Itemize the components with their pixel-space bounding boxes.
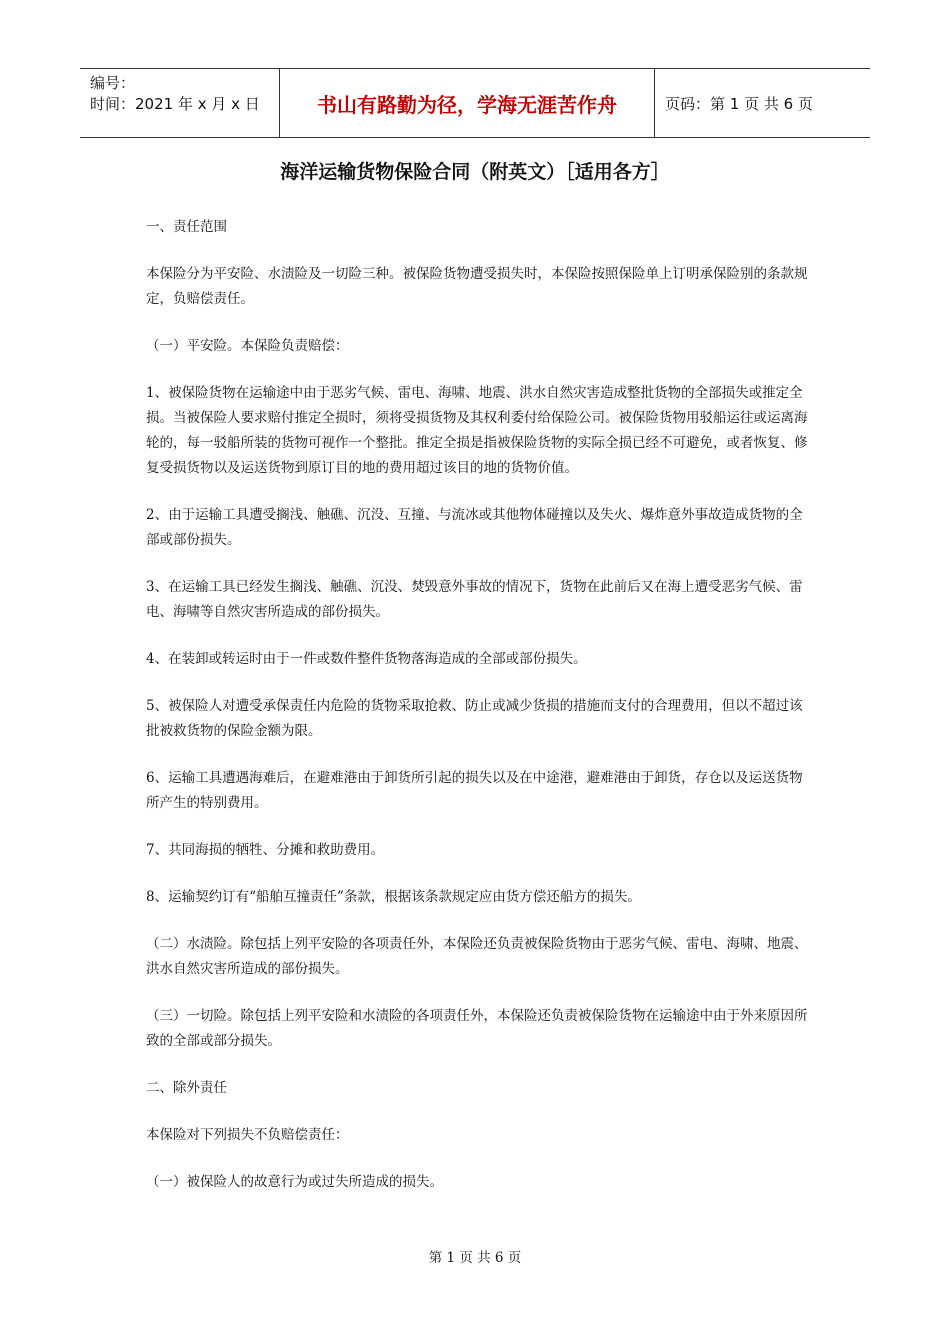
paragraph: （一）平安险。本保险负责赔偿： — [146, 338, 349, 354]
page-header — [80, 68, 870, 138]
paragraph: （一）被保险人的故意行为或过失所造成的损失。 — [146, 1174, 443, 1190]
paragraph: 本保险分为平安险、水渍险及一切险三种。被保险货物遭受损失时，本保险按照保险单上订明承保险别的条款规定，负赔偿责任。 — [146, 266, 808, 307]
page-footer: 第 1 页 共 6 页 — [428, 1250, 522, 1266]
paragraph: 8、运输契约订有“船舶互撞责任”条款，根据该条款规定应由货方偿还船方的损失。 — [146, 889, 641, 905]
header-page-label: 页码：第 1 页 共 6 页 — [665, 94, 813, 113]
header-motto: 书山有路勤为径，学海无涯苦作舟 — [280, 69, 655, 137]
header-meta — [80, 69, 280, 137]
paragraph: 5、被保险人对遭受承保责任内危险的货物采取抢救、防止或减少货损的措施而支付的合理费用，但以不超过该批被救货物的保险金额为限。 — [146, 698, 803, 739]
number-label: 编号： — [90, 74, 136, 92]
paragraph: 2、由于运输工具遭受搁浅、触礁、沉没、互撞、与流冰或其他物体碰撞以及失火、爆炸意外事故造成货物的全部或部份损失。 — [146, 507, 803, 548]
paragraph: 7、共同海损的牺牲、分摊和救助费用。 — [146, 842, 385, 858]
paragraph: （三）一切险。除包括上列平安险和水渍险的各项责任外，本保险还负责被保险货物在运输途中由于外来原因所致的全部或部分损失。 — [146, 1008, 808, 1049]
paragraph: 3、在运输工具已经发生搁浅、触礁、沉没、焚毁意外事故的情况下，货物在此前后又在海上遭受恶劣气候、雷电、海啸等自然灾害所造成的部份损失。 — [146, 579, 803, 620]
paragraph: 6、运输工具遭遇海难后，在避难港由于卸货所引起的损失以及在中途港，避难港由于卸货，存仓以及运送货物所产生的特别费用。 — [146, 770, 803, 811]
document-title: 海洋运输货物保险合同（附英文）［适用各方］ — [280, 161, 670, 183]
paragraph: 本保险对下列损失不负赔偿责任： — [146, 1127, 349, 1143]
paragraph: 4、在装卸或转运时由于一件或数件整件货物落海造成的全部或部份损失。 — [146, 651, 587, 667]
paragraph: 二、除外责任 — [146, 1080, 227, 1096]
time-label: 时间：2021 年 x 月 x 日 — [90, 95, 260, 113]
paragraph: 1、被保险货物在运输途中由于恶劣气候、雷电、海啸、地震、洪水自然灾害造成整批货物的全部损失或推定全损。当被保险人要求赔付推定全损时，须将受损货物及其权利委付给保险公司。被保险货物用驳船运往或运离海轮的，每一驳船所装的货物可视作一个整批。推定全损是指被保险货物的实际全损已经不可避免，或者恢复、修复受损货物以及运送货物到原订目的地的费用超过该目的地的货物价值。 — [146, 385, 808, 476]
paragraph: 一、责任范围 — [146, 219, 227, 235]
document-body — [146, 215, 810, 1217]
paragraph: （二）水渍险。除包括上列平安险的各项责任外，本保险还负责被保险货物由于恶劣气候、雷电、海啸、地震、洪水自然灾害所造成的部份损失。 — [146, 936, 808, 977]
